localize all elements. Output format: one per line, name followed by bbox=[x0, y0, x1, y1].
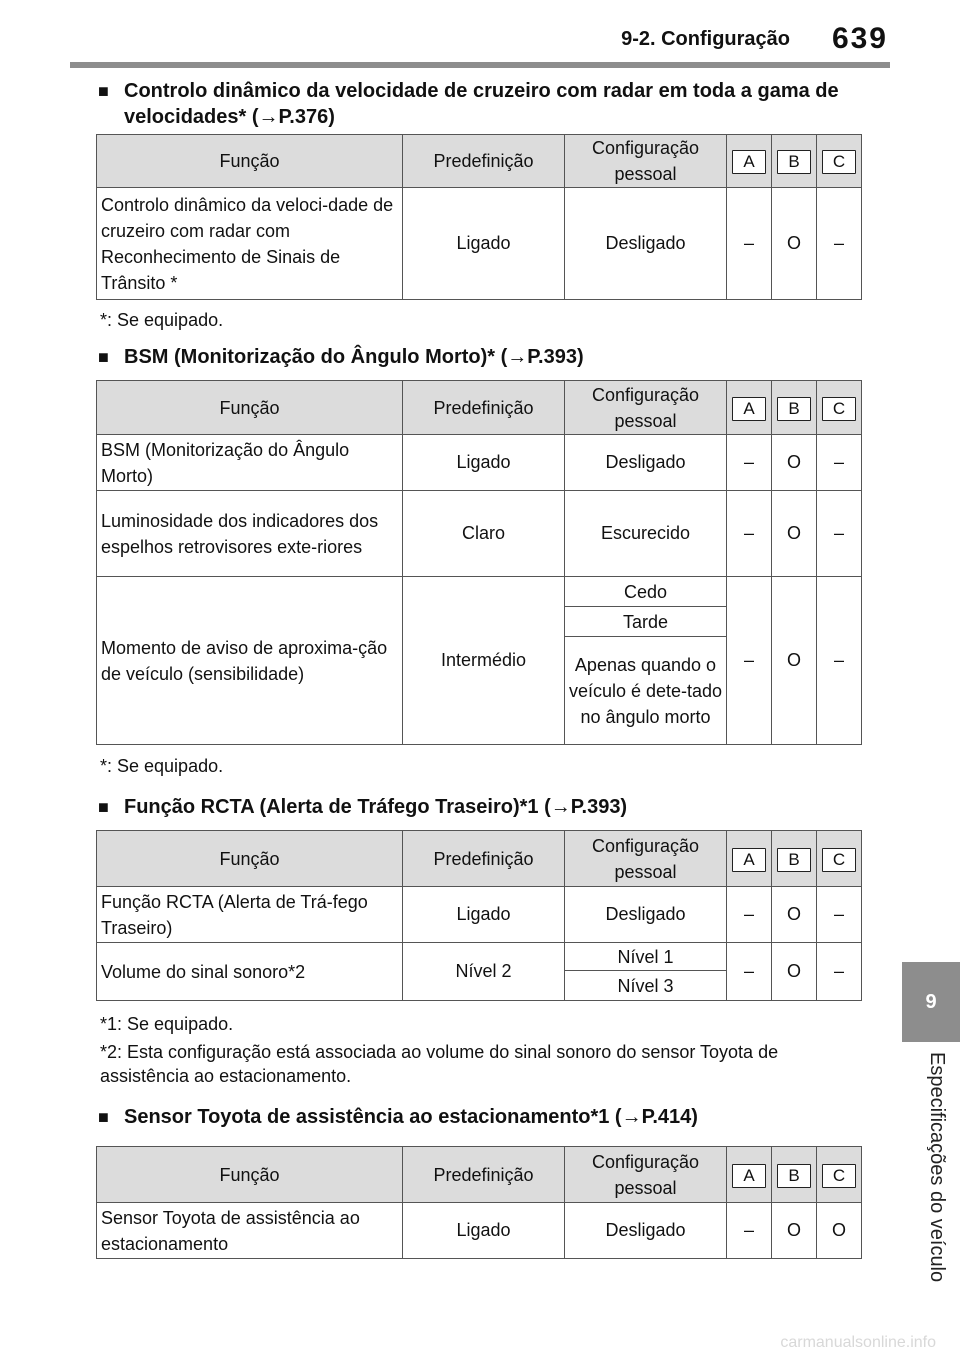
page-header-title: 9-2. Configuração bbox=[621, 28, 790, 50]
header-configuracao: Configuração pessoal bbox=[565, 381, 727, 435]
cell-a: – bbox=[727, 1203, 772, 1259]
settings-table-bsm bbox=[96, 380, 862, 745]
function-label: Volume do sinal sonoro*2 bbox=[101, 961, 306, 982]
cell-a: – bbox=[727, 943, 772, 1001]
cell-configuracao: Desligado bbox=[565, 887, 727, 943]
cell-predefinicao: Nível 2 bbox=[403, 943, 565, 1001]
header-configuracao: Configuração pessoal bbox=[565, 1147, 727, 1203]
chapter-label: Especificações do veículo bbox=[926, 1052, 948, 1283]
chapter-tab[interactable]: 9 bbox=[902, 962, 960, 1042]
cell-funcao: Luminosidade dos indicadores dos espelhos retrovisores exte-riores bbox=[97, 491, 403, 577]
square-bullet-icon: ■ bbox=[98, 1107, 109, 1127]
section-heading-cruise-control bbox=[100, 78, 860, 130]
square-bullet-icon: ■ bbox=[98, 81, 109, 101]
header-c bbox=[817, 831, 862, 887]
header-configuracao: Configuração pessoal bbox=[565, 135, 727, 188]
header-funcao: Função bbox=[97, 381, 403, 435]
cell-b: O bbox=[772, 943, 817, 1001]
page-number: 639 bbox=[831, 22, 888, 55]
settings-table-parking-sensor bbox=[96, 1146, 862, 1259]
cell-a: – bbox=[727, 188, 772, 300]
header-c bbox=[817, 381, 862, 435]
letter-b-box: B bbox=[777, 397, 811, 421]
header-a bbox=[727, 381, 772, 435]
cell-configuracao: Escurecido bbox=[565, 491, 727, 577]
header-b bbox=[772, 135, 817, 188]
header-predefinicao: Predefinição bbox=[403, 135, 565, 188]
config-option: Cedo bbox=[565, 577, 727, 607]
header-b bbox=[772, 1147, 817, 1203]
cell-c: – bbox=[817, 887, 862, 943]
square-bullet-icon: ■ bbox=[98, 347, 109, 367]
cell-b: O bbox=[772, 887, 817, 943]
cell-funcao: Função RCTA (Alerta de Trá-fego Traseiro) bbox=[97, 887, 403, 943]
section-title: Sensor Toyota de assistência ao estacionamento*1 (→P.414) bbox=[124, 1106, 698, 1128]
footnote: *1: Se equipado. bbox=[100, 1014, 234, 1034]
cell-funcao bbox=[97, 943, 403, 1001]
footnote: *2: Esta configuração está associada ao volume do sinal sonoro do sensor Toyota de assistência ao estacionamento. bbox=[100, 1042, 779, 1086]
header-predefinicao: Predefinição bbox=[403, 831, 565, 887]
letter-b-box: B bbox=[777, 848, 811, 872]
section-title: Controlo dinâmico da velocidade de cruzeiro com radar em toda a gama de velocidades* (→P.376) bbox=[124, 80, 839, 128]
settings-table-cruise-control bbox=[96, 134, 862, 300]
cell-funcao: Sensor Toyota de assistência ao estacionamento bbox=[97, 1203, 403, 1259]
letter-c-box: C bbox=[822, 397, 856, 421]
footnote: *: Se equipado. bbox=[100, 310, 224, 330]
cell-funcao: Controlo dinâmico da veloci-dade de cruzeiro com radar com Reconhecimento de Sinais de Trânsito * bbox=[97, 188, 403, 300]
cell-b: O bbox=[772, 435, 817, 491]
cell-predefinicao: Ligado bbox=[403, 435, 565, 491]
cell-funcao: Momento de aviso de aproxima-ção de veículo (sensibilidade) bbox=[97, 577, 403, 745]
footnote: *: Se equipado. bbox=[100, 756, 224, 776]
cell-c: – bbox=[817, 188, 862, 300]
header-a bbox=[727, 135, 772, 188]
header-predefinicao: Predefinição bbox=[403, 1147, 565, 1203]
config-option: Tarde bbox=[565, 607, 727, 637]
header-rule bbox=[70, 62, 890, 68]
letter-a-box: A bbox=[732, 848, 766, 872]
cell-c: – bbox=[817, 491, 862, 577]
letter-b-box: B bbox=[777, 150, 811, 174]
letter-c-box: C bbox=[822, 1164, 856, 1188]
header-b bbox=[772, 381, 817, 435]
cell-c: – bbox=[817, 943, 862, 1001]
cell-configuracao: Desligado bbox=[565, 435, 727, 491]
cell-b: O bbox=[772, 491, 817, 577]
header-a bbox=[727, 831, 772, 887]
header-c bbox=[817, 1147, 862, 1203]
cell-a: – bbox=[727, 435, 772, 491]
header-a bbox=[727, 1147, 772, 1203]
header-predefinicao: Predefinição bbox=[403, 381, 565, 435]
cell-c: – bbox=[817, 435, 862, 491]
section-title: BSM (Monitorização do Ângulo Morto)* (→P.393) bbox=[124, 346, 584, 368]
header-b bbox=[772, 831, 817, 887]
letter-c-box: C bbox=[822, 150, 856, 174]
cell-a: – bbox=[727, 491, 772, 577]
cell-configuracao: Desligado bbox=[565, 188, 727, 300]
cell-configuracao: Desligado bbox=[565, 1203, 727, 1259]
section-title: Função RCTA (Alerta de Tráfego Traseiro)*1 (→P.393) bbox=[124, 796, 628, 818]
letter-a-box: A bbox=[732, 1164, 766, 1188]
letter-c-box: C bbox=[822, 848, 856, 872]
cell-c: – bbox=[817, 577, 862, 745]
config-option: Nível 1 bbox=[565, 943, 727, 971]
cell-predefinicao: Intermédio bbox=[403, 577, 565, 745]
cell-a: – bbox=[727, 577, 772, 745]
letter-b-box: B bbox=[777, 1164, 811, 1188]
header-c bbox=[817, 135, 862, 188]
cell-predefinicao: Claro bbox=[403, 491, 565, 577]
header-funcao: Função bbox=[97, 831, 403, 887]
cell-b: O bbox=[772, 188, 817, 300]
letter-a-box: A bbox=[732, 397, 766, 421]
cell-predefinicao: Ligado bbox=[403, 887, 565, 943]
header-funcao: Função bbox=[97, 1147, 403, 1203]
config-option: Apenas quando o veículo é dete-tado no ângulo morto bbox=[565, 637, 727, 745]
cell-a: – bbox=[727, 887, 772, 943]
letter-a-box: A bbox=[732, 150, 766, 174]
section-heading-bsm bbox=[100, 344, 860, 370]
section-heading-rcta bbox=[100, 794, 860, 820]
cell-c: O bbox=[817, 1203, 862, 1259]
cell-predefinicao: Ligado bbox=[403, 1203, 565, 1259]
cell-b: O bbox=[772, 577, 817, 745]
header-configuracao: Configuração pessoal bbox=[565, 831, 727, 887]
header-funcao: Função bbox=[97, 135, 403, 188]
cell-funcao: BSM (Monitorização do Ângulo Morto) bbox=[97, 435, 403, 491]
settings-table-rcta bbox=[96, 830, 862, 1001]
cell-b: O bbox=[772, 1203, 817, 1259]
watermark: carmanualsonline.info bbox=[780, 1334, 936, 1351]
cell-predefinicao: Ligado bbox=[403, 188, 565, 300]
config-option: Nível 3 bbox=[565, 971, 727, 1001]
square-bullet-icon: ■ bbox=[98, 797, 109, 817]
section-heading-parking-sensor bbox=[100, 1104, 860, 1130]
